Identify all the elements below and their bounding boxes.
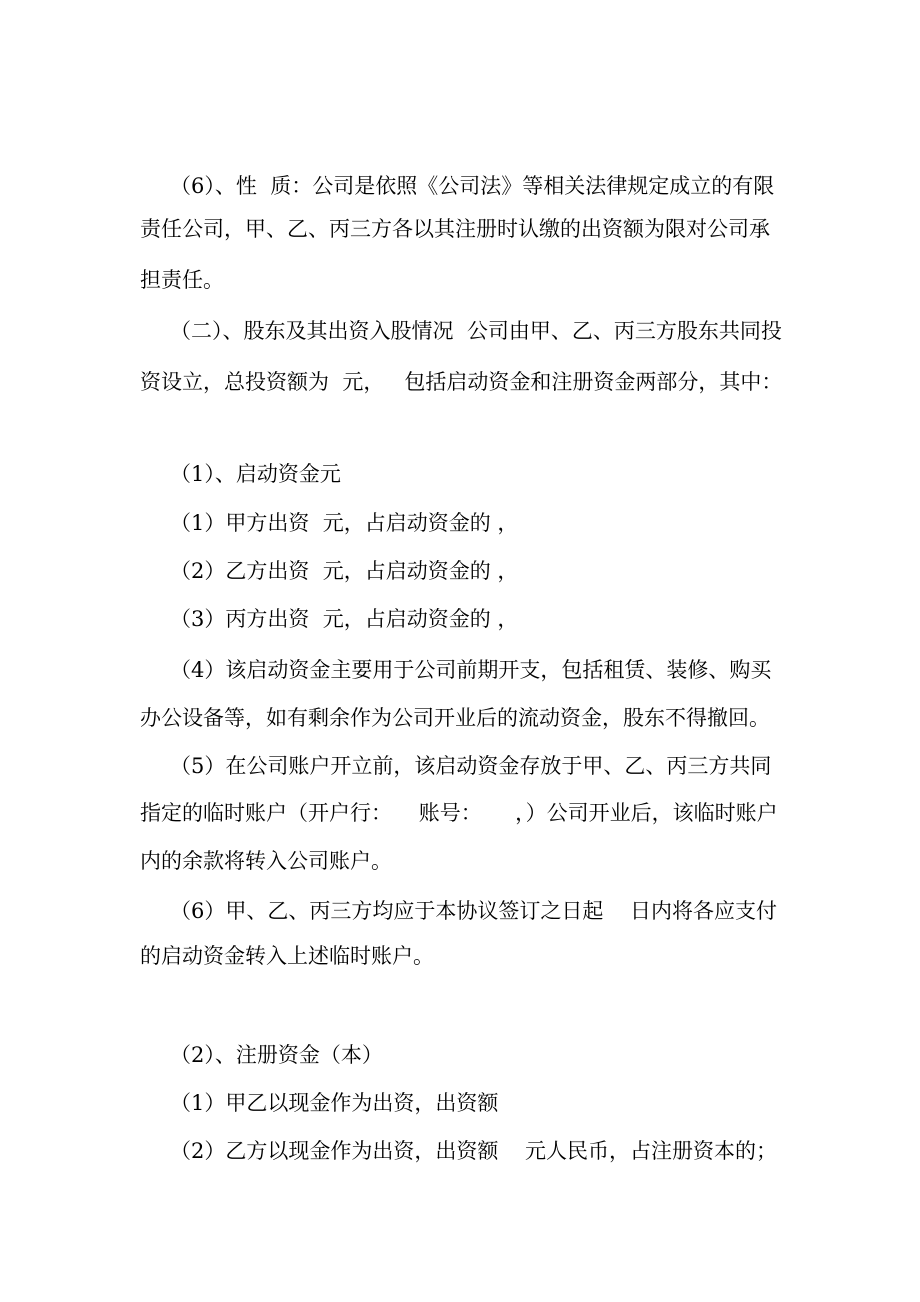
paragraph-line: 责任公司，甲、乙、丙三方各以其注册时认缴的出资额为限对公司承 (140, 217, 770, 241)
paragraph-line: 指定的临时账户（开户行： 账号： ，）公司开业后，该临时账户 (140, 801, 778, 825)
paragraph-line: 内的余款将转入公司账户。 (140, 849, 392, 873)
paragraph-line: 的启动资金转入上述临时账户。 (140, 944, 434, 968)
paragraph-line: 担责任。 (140, 268, 224, 292)
paragraph-line: 办公设备等，如有剩余作为公司开业后的流动资金，股东不得撤回。 (140, 706, 770, 730)
paragraph-line: （2）乙方出资 元，占启动资金的 ， (170, 559, 519, 583)
paragraph-line: （6）甲、乙、丙三方均应于本协议签订之日起 日内将各应支付 (170, 899, 778, 923)
paragraph-line: （2）、注册资金（本） (170, 1043, 383, 1067)
paragraph-line: （6）、性 质：公司是依照《公司法》等相关法律规定成立的有限 (170, 174, 775, 198)
paragraph-line: （1）、启动资金元 (170, 462, 341, 486)
paragraph-line: （1）甲方出资 元，占启动资金的 ， (170, 511, 519, 535)
paragraph-line: （3）丙方出资 元，占启动资金的 ， (170, 607, 519, 631)
paragraph-line: （2）乙方以现金作为出资，出资额 元人民币，占注册资本的； (170, 1139, 778, 1163)
paragraph-line: （4）该启动资金主要用于公司前期开支，包括租赁、装修、购买 (170, 658, 772, 682)
paragraph-line: （1）甲乙以现金作为出资，出资额 (170, 1091, 499, 1115)
paragraph-line: 资设立，总投资额为 元， 包括启动资金和注册资金两部分，其中： (140, 370, 783, 394)
paragraph-line: （5）在公司账户开立前，该启动资金存放于甲、乙、丙三方共同 (170, 754, 772, 778)
paragraph-line: （二）、股东及其出资入股情况 公司由甲、乙、丙三方股东共同投 (170, 319, 782, 343)
